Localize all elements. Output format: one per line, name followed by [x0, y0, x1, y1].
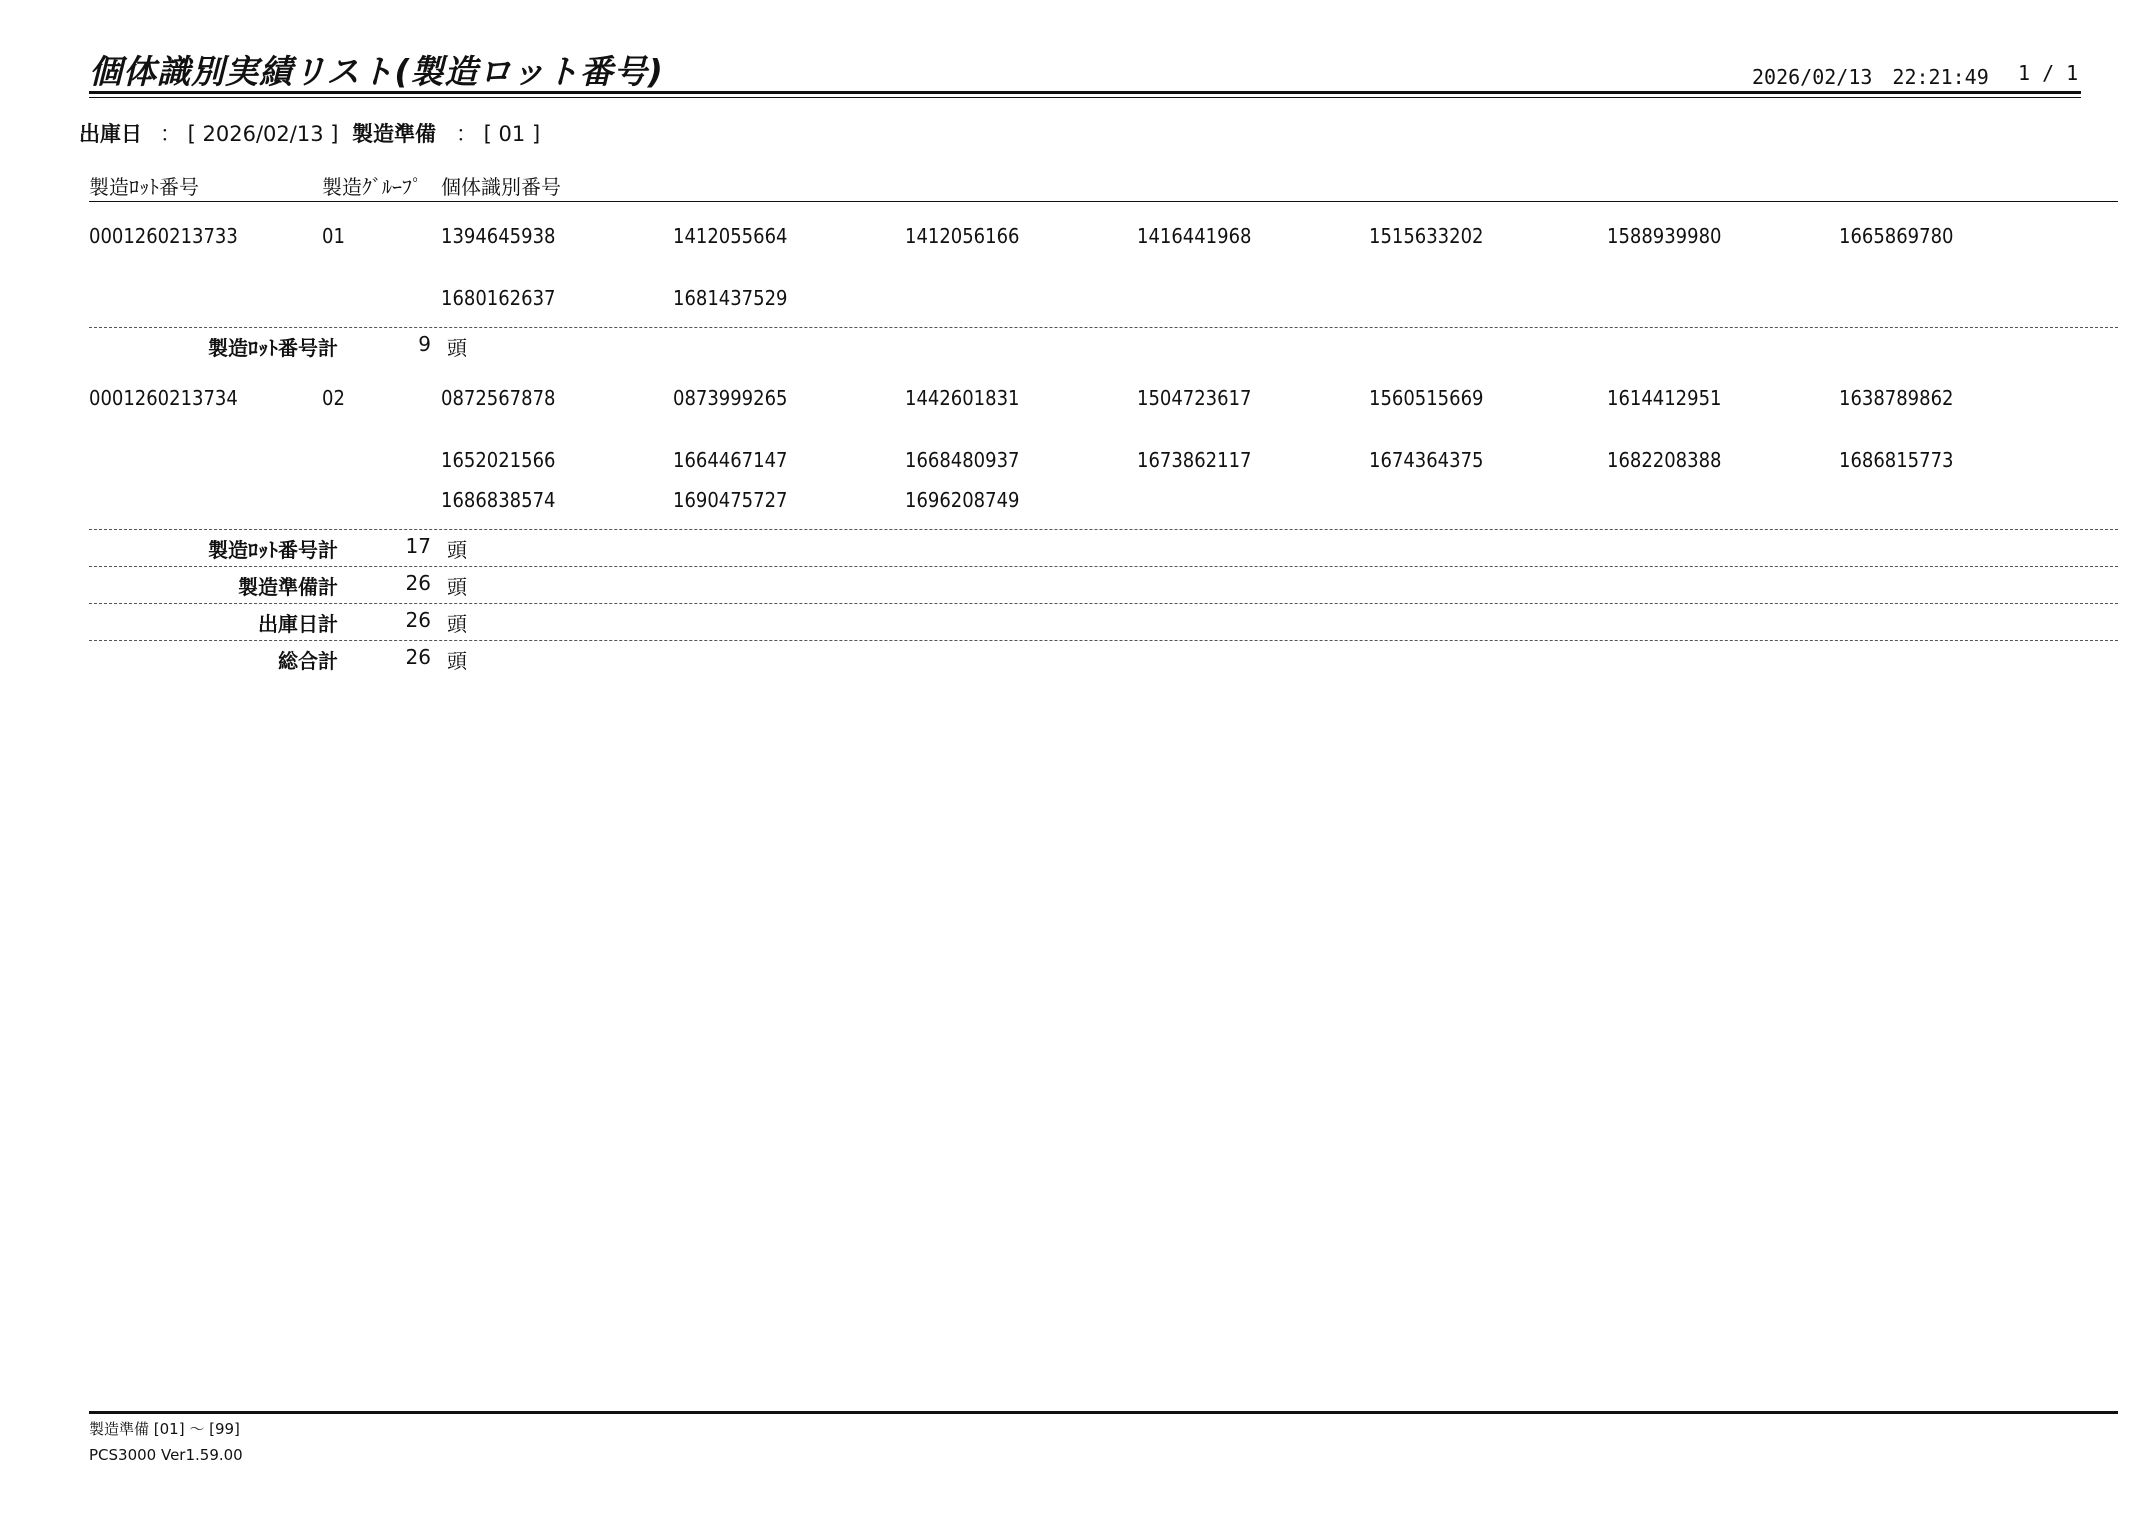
id-cell: 1412056166	[905, 224, 1020, 248]
ship-date-label: 出庫日	[79, 122, 142, 146]
subtotal-divider	[89, 529, 2118, 530]
id-cell: 1560515669	[1369, 386, 1484, 410]
report-title: 個体識別実績リスト(製造ロット番号)	[89, 52, 664, 91]
id-cell: 1686838574	[441, 488, 556, 512]
prep-total-unit: 頭	[447, 575, 467, 599]
lot-group: 01	[322, 224, 345, 248]
col-ids-header: 個体識別番号	[441, 175, 561, 199]
id-cell: 1588939980	[1607, 224, 1722, 248]
title-rule-thin	[89, 97, 2081, 98]
grand-total-unit: 頭	[447, 649, 467, 673]
id-cell: 1665869780	[1839, 224, 1954, 248]
total-divider	[89, 640, 2118, 641]
total-divider	[89, 603, 2118, 604]
id-cell: 1674364375	[1369, 448, 1484, 472]
page-number: 1 / 1	[2018, 61, 2079, 85]
lot-subtotal-count: 17	[405, 534, 431, 558]
ship-date-total-label: 出庫日計	[258, 612, 338, 636]
id-cell: 1638789862	[1839, 386, 1954, 410]
lot-subtotal-unit: 頭	[447, 336, 467, 360]
id-cell: 0872567878	[441, 386, 556, 410]
id-cell: 1682208388	[1607, 448, 1722, 472]
lot-subtotal-count: 9	[418, 332, 431, 356]
footer-range: 製造準備 [01] 〜 [99]	[89, 1420, 240, 1438]
id-cell: 1504723617	[1137, 386, 1252, 410]
footer-rule	[89, 1411, 2118, 1414]
lot-group: 02	[322, 386, 345, 410]
grand-total-count: 26	[405, 645, 431, 669]
lot-subtotal-label: 製造ﾛｯﾄ番号計	[208, 336, 338, 360]
prep-value: ： [ 01 ]	[456, 122, 541, 146]
subtotal-divider	[89, 327, 2118, 328]
id-cell: 1664467147	[673, 448, 788, 472]
id-cell: 1673862117	[1137, 448, 1252, 472]
ship-date-total-count: 26	[405, 608, 431, 632]
grand-total-label: 総合計	[278, 649, 338, 673]
col-group-header: 製造ｸﾞﾙｰﾌﾟ	[322, 175, 422, 199]
footer-version: PCS3000 Ver1.59.00	[89, 1446, 243, 1464]
id-cell: 1668480937	[905, 448, 1020, 472]
title-rule-thick	[89, 91, 2081, 94]
total-divider	[89, 566, 2118, 567]
prep-label: 製造準備	[352, 122, 436, 146]
col-lot-header: 製造ﾛｯﾄ番号	[89, 175, 199, 199]
header-rule	[89, 201, 2118, 202]
id-cell: 1412055664	[673, 224, 788, 248]
id-cell: 1394645938	[441, 224, 556, 248]
id-cell: 1652021566	[441, 448, 556, 472]
id-cell: 1614412951	[1607, 386, 1722, 410]
id-cell: 0873999265	[673, 386, 788, 410]
id-cell: 1696208749	[905, 488, 1020, 512]
lot-subtotal-unit: 頭	[447, 538, 467, 562]
id-cell: 1515633202	[1369, 224, 1484, 248]
ship-date-total-unit: 頭	[447, 612, 467, 636]
id-cell: 1690475727	[673, 488, 788, 512]
id-cell: 1686815773	[1839, 448, 1954, 472]
prep-total-count: 26	[405, 571, 431, 595]
print-datetime: 2026/02/13 22:21:49	[1752, 65, 1989, 89]
id-cell: 1416441968	[1137, 224, 1252, 248]
ship-date-value: ： [ 2026/02/13 ]	[160, 122, 339, 146]
id-cell: 1680162637	[441, 286, 556, 310]
lot-subtotal-label: 製造ﾛｯﾄ番号計	[208, 538, 338, 562]
prep-total-label: 製造準備計	[238, 575, 338, 599]
lot-number: 0001260213733	[89, 224, 238, 248]
lot-number: 0001260213734	[89, 386, 238, 410]
id-cell: 1442601831	[905, 386, 1020, 410]
id-cell: 1681437529	[673, 286, 788, 310]
